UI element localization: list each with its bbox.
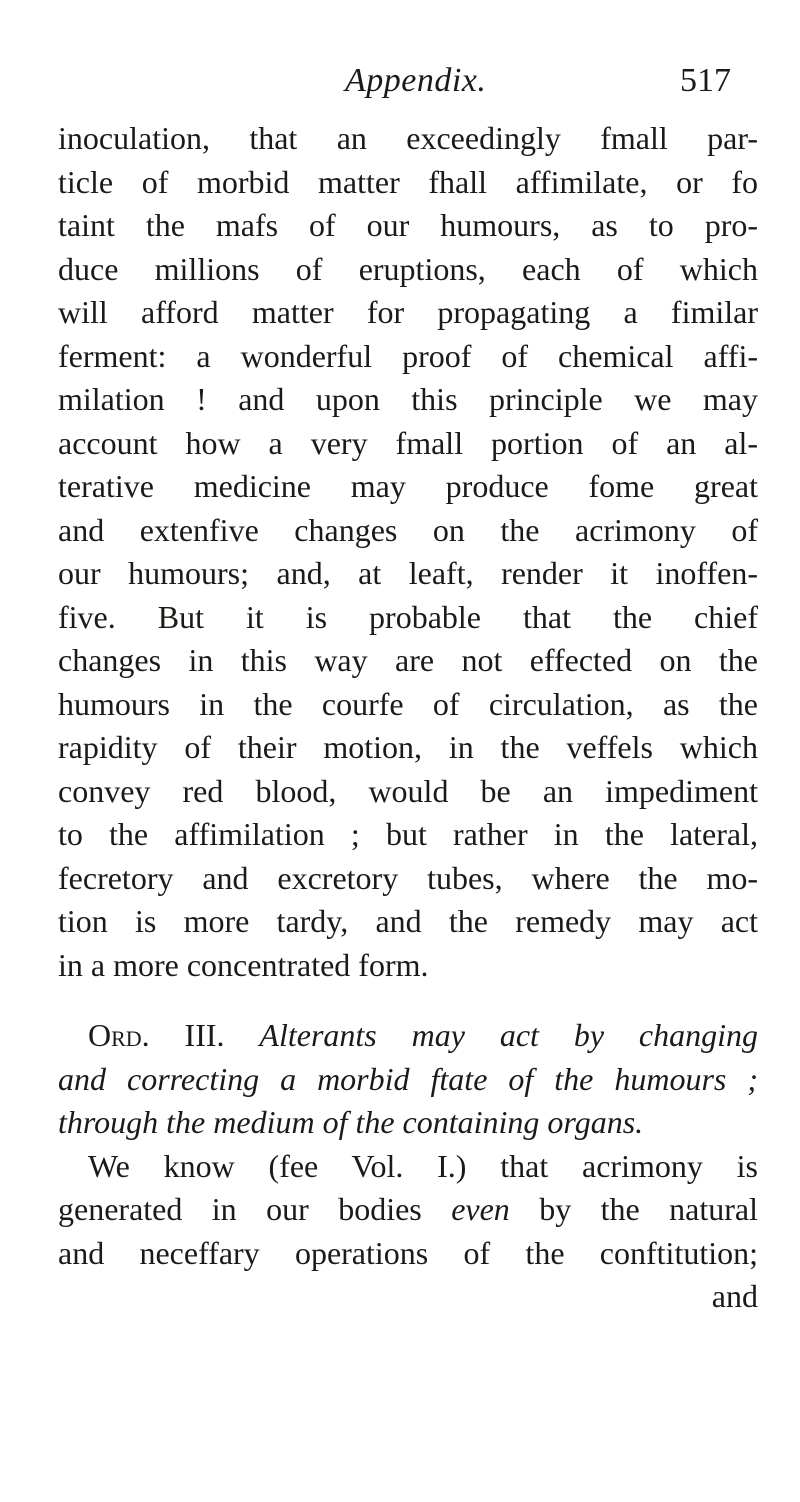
text-line: and neceffary operations of the conftitution;: [58, 1234, 758, 1271]
ordo-label: Ord. III.: [88, 1017, 225, 1053]
text-line: terative medicine may produce fome great: [58, 468, 758, 504]
text-line: fecretory and excretory tubes, where the mo-: [58, 859, 758, 896]
section-gap: [58, 987, 758, 1014]
ordo-heading-line-3: through the medium of the containing organs.: [58, 1104, 644, 1140]
text-fragment: generated in our bodies: [58, 1191, 422, 1227]
text-line: to the affimilation ; but rather in the lateral,: [58, 816, 758, 852]
body-text: [58, 117, 758, 1319]
text-line: five. But it is probable that the chief: [58, 598, 758, 635]
text-line: will afford matter for propagating a fimilar: [58, 294, 758, 330]
text-line: convey red blood, would be an impediment: [58, 772, 758, 809]
ordo-heading-line-2: and correcting a morbid ftate of the humours ;: [58, 1060, 758, 1097]
catchword: and: [711, 1278, 758, 1314]
text-line: milation ! and upon this principle we may: [58, 381, 758, 417]
text-line-with-emphasis: [58, 1188, 758, 1232]
text-line: taint the mafs of our humours, as to pro-: [58, 207, 758, 243]
text-line: tion is more tardy, and the remedy may act: [58, 903, 758, 939]
text-line: ferment: a wonderful proof of chemical affi-: [58, 337, 758, 374]
text-line: rapidity of their motion, in the veffels which: [58, 729, 758, 765]
text-line: inoculation, that an exceedingly fmall par-: [58, 120, 758, 156]
running-head-title: Appendix.: [345, 62, 487, 99]
text-line: and extenfive changes on the acrimony of: [58, 511, 758, 548]
text-line: our humours; and, at leaft, render it inoffen-: [58, 555, 758, 591]
running-head: [0, 62, 800, 112]
text-fragment: by the natural: [539, 1191, 759, 1227]
text-line: ticle of morbid matter fhall affimilate, or fo: [58, 163, 758, 200]
text-line: We know (fee Vol. I.) that acrimony is: [88, 1147, 758, 1184]
page-number: 517: [680, 62, 731, 99]
text-line: humours in the courfe of circulation, as the: [58, 685, 758, 722]
text-line: changes in this way are not effected on the: [58, 642, 758, 678]
text-line: account how a very fmall portion of an al-: [58, 424, 758, 461]
text-line: duce millions of eruptions, each of which: [58, 250, 758, 287]
emphasis-word: even: [451, 1191, 510, 1227]
text-line: in a more concentrated form.: [58, 946, 429, 983]
ordo-heading-line-1: [58, 1014, 758, 1058]
ordo-heading-text: Alterants may act by changing: [259, 1017, 759, 1053]
